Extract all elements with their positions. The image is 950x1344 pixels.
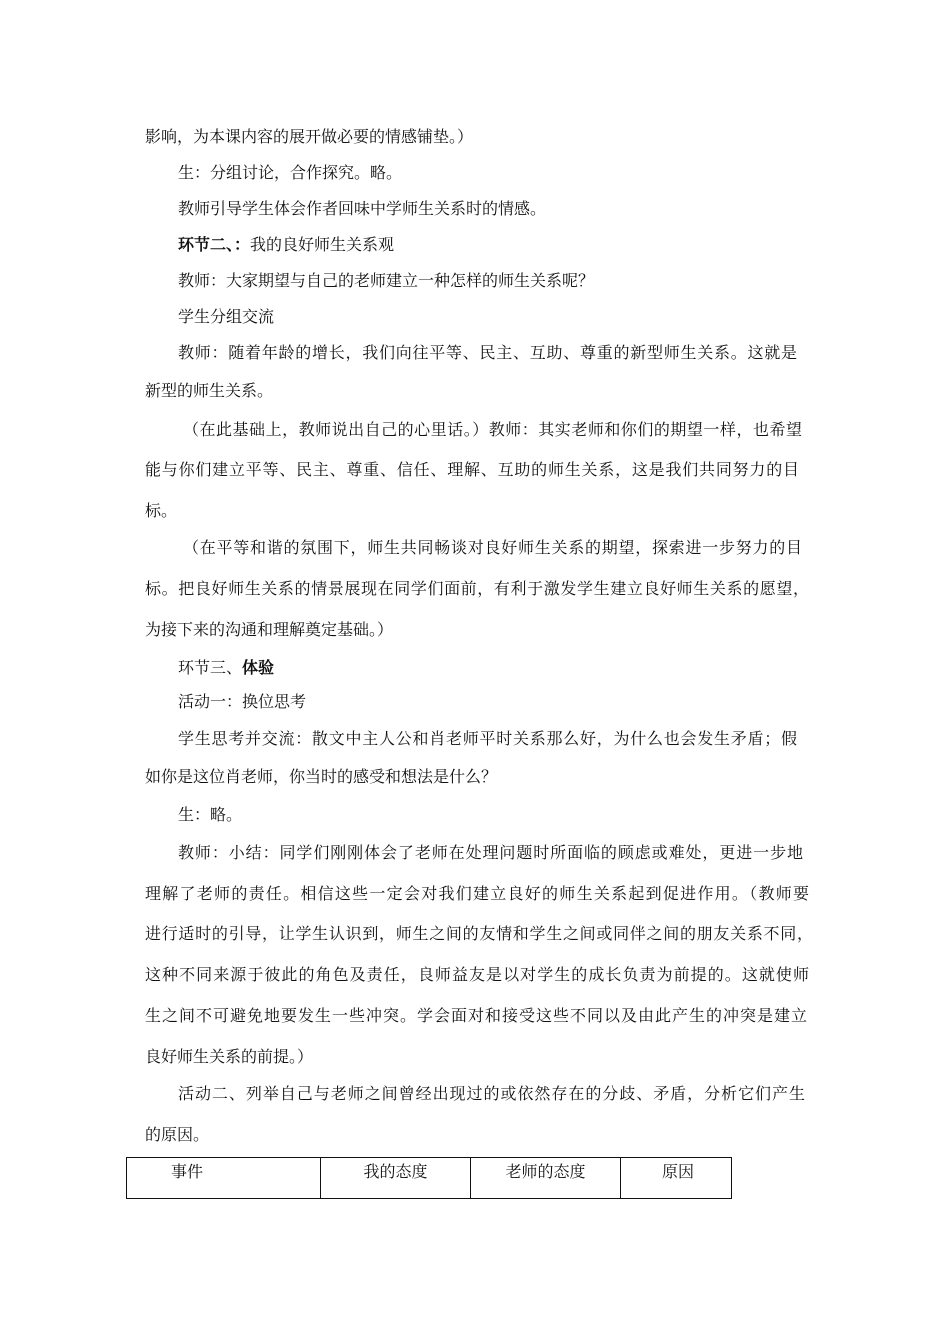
- paragraph-line: 进行适时的引导，让学生认识到，师生之间的友情和学生之间或同伴之间的朋友关系不同，: [145, 924, 813, 943]
- paragraph-line: 标。: [145, 501, 178, 520]
- paragraph-line: 为接下来的沟通和理解奠定基础。）: [145, 620, 394, 639]
- paragraph-line: 教师：大家期望与自己的老师建立一种怎样的师生关系呢？: [178, 271, 595, 290]
- section-heading-text: 体验: [242, 658, 275, 677]
- paragraph-line: 活动一：换位思考: [178, 692, 307, 711]
- paragraph-line: 标。把良好师生关系的情景展现在同学们面前，有利于激发学生建立良好师生关系的愿望，: [145, 579, 809, 598]
- paragraph-line: 新型的师生关系。: [145, 381, 274, 400]
- paragraph-line: 的原因。: [145, 1125, 210, 1144]
- paragraph-line: （在平等和谐的氛围下，师生共同畅谈对良好师生关系的期望，探索进一步努力的目: [183, 538, 802, 557]
- paragraph-line: 生：分组讨论，合作探究。略。: [178, 163, 403, 182]
- paragraph-line: （在此基础上，教师说出自己的心里话。）教师：其实老师和你们的期望一样，也希望: [183, 420, 802, 439]
- table-header-my-attitude: 我的态度: [321, 1158, 471, 1199]
- paragraph-line: 学生思考并交流：散文中主人公和肖老师平时关系那么好，为什么也会发生矛盾；假: [178, 729, 797, 748]
- table-header-teacher-attitude: 老师的态度: [471, 1158, 621, 1199]
- paragraph-line: 教师：随着年龄的增长，我们向往平等、民主、互助、尊重的新型师生关系。这就是: [178, 343, 797, 362]
- event-analysis-table: [126, 1157, 732, 1199]
- paragraph-line: 如你是这位肖老师，你当时的感受和想法是什么？: [145, 767, 498, 786]
- paragraph-line: 影响，为本课内容的展开做必要的情感铺垫。）: [145, 127, 474, 146]
- paragraph-line: 教师引导学生体会作者回味中学师生关系时的情感。: [178, 199, 547, 218]
- paragraph-line: 良好师生关系的前提。）: [145, 1047, 314, 1066]
- section-heading-label: 环节二、：: [178, 235, 251, 254]
- table-header-reason: 原因: [621, 1158, 732, 1199]
- paragraph-line: 这种不同来源于彼此的角色及责任，良师益友是以对学生的成长负责为前提的。这就使师: [145, 965, 809, 984]
- section-heading-label: 环节三、: [178, 658, 243, 677]
- paragraph-line: 生：略。: [178, 805, 243, 824]
- table-header-row: [127, 1158, 732, 1199]
- paragraph-line: 生之间不可避免地要发生一些冲突。学会面对和接受这些不同以及由此产生的冲突是建立: [145, 1006, 807, 1025]
- section-heading-2: [178, 234, 394, 256]
- section-heading-3: [178, 657, 274, 679]
- paragraph-line: 活动二、列举自己与老师之间曾经出现过的或依然存在的分歧、矛盾，分析它们产生: [178, 1084, 805, 1103]
- section-heading-text: 我的良好师生关系观: [250, 235, 395, 254]
- paragraph-line: 教师：小结：同学们刚刚体会了老师在处理问题时所面临的顾虑或难处，更进一步地: [178, 843, 803, 862]
- paragraph-line: 学生分组交流: [178, 307, 275, 326]
- paragraph-line: 能与你们建立平等、民主、尊重、信任、理解、互助的师生关系，这是我们共同努力的目: [145, 460, 799, 479]
- table-header-event: 事件: [127, 1158, 321, 1199]
- paragraph-line: 理解了老师的责任。相信这些一定会对我们建立良好的师生关系起到促进作用。（教师要: [145, 884, 809, 903]
